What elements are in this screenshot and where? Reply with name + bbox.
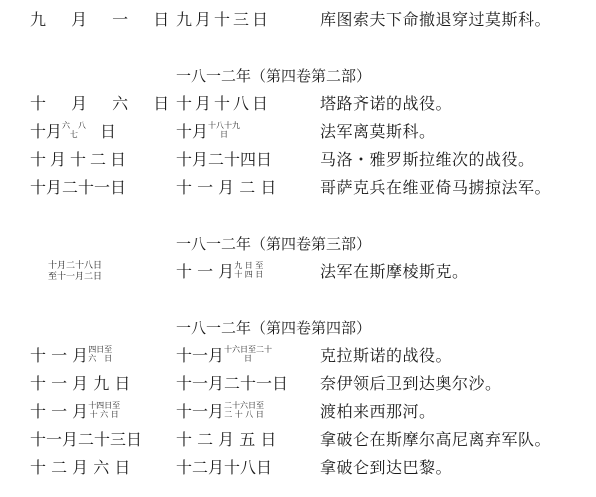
old-style-date: 十 二 月 六 日	[30, 458, 131, 477]
old-style-date: 十月 六 八 七 日	[30, 120, 117, 141]
new-style-date: 十一月 十六日至二十 日	[176, 344, 273, 365]
table-row	[0, 258, 596, 286]
table-row	[0, 454, 596, 482]
old-style-date: 十月二十一日	[30, 178, 127, 197]
old-style-date: 十 一 月 九 日	[30, 374, 131, 393]
new-style-date: 九月十三日	[176, 10, 272, 29]
event-text: 拿破仑到达巴黎。	[320, 458, 453, 477]
table-row	[0, 342, 596, 370]
old-style-date: 十 月 六 日	[30, 94, 180, 113]
event-text: 拿破仑在斯摩尔高尼离弃军队。	[320, 430, 552, 449]
table-row	[0, 118, 596, 146]
section-heading: 一八一二年（第四卷第二部）	[176, 67, 372, 85]
table-row	[0, 426, 596, 454]
new-style-date: 十 二 月 五 日	[176, 430, 277, 449]
event-text: 哥萨克兵在维亚倚马掳掠法军。	[320, 178, 552, 197]
old-style-date: 十月十二日	[30, 150, 131, 169]
old-style-date: 十月二十八日 至十一月二日	[48, 261, 103, 282]
event-text: 库图索夫下命撤退穿过莫斯科。	[320, 10, 552, 29]
new-style-date: 十 一 月 九 日 至 十 四 日	[176, 260, 264, 281]
event-text: 奈伊领后卫到达奥尔沙。	[320, 374, 502, 393]
section-heading: 一八一二年（第四卷第三部）	[176, 235, 372, 253]
old-style-date: 十 一 月 四日至 六 日	[30, 344, 113, 365]
new-style-date: 十一月 二十六日至 二 十 八 日	[176, 400, 265, 421]
event-text: 马洛・雅罗斯拉维次的战役。	[320, 150, 535, 169]
event-text: 克拉斯诺的战役。	[320, 346, 453, 365]
table-row	[0, 398, 596, 426]
event-text: 法军离莫斯科。	[320, 122, 436, 141]
old-style-date: 十一月二十三日	[30, 430, 143, 449]
new-style-date: 十月二十四日	[176, 150, 273, 169]
event-text: 塔路齐诺的战役。	[320, 94, 453, 113]
table-row	[0, 90, 596, 118]
event-text: 法军在斯摩棱斯克。	[320, 262, 469, 281]
table-row	[0, 174, 596, 202]
event-text: 渡柏来西那河。	[320, 402, 436, 421]
table-row	[0, 370, 596, 398]
table-row	[0, 6, 596, 34]
old-style-date: 九 月 一 日	[30, 10, 180, 29]
new-style-date: 十二月十八日	[176, 458, 273, 477]
new-style-date: 十 一 月 二 日	[176, 178, 277, 197]
new-style-date: 十月十八日	[176, 94, 272, 113]
new-style-date: 十一月二十一日	[176, 374, 289, 393]
section-heading: 一八一二年（第四卷第四部）	[176, 319, 372, 337]
new-style-date: 十月 十八十九 日	[176, 120, 241, 141]
table-row	[0, 146, 596, 174]
old-style-date: 十 一 月 十四日至 十 六 日	[30, 400, 121, 421]
